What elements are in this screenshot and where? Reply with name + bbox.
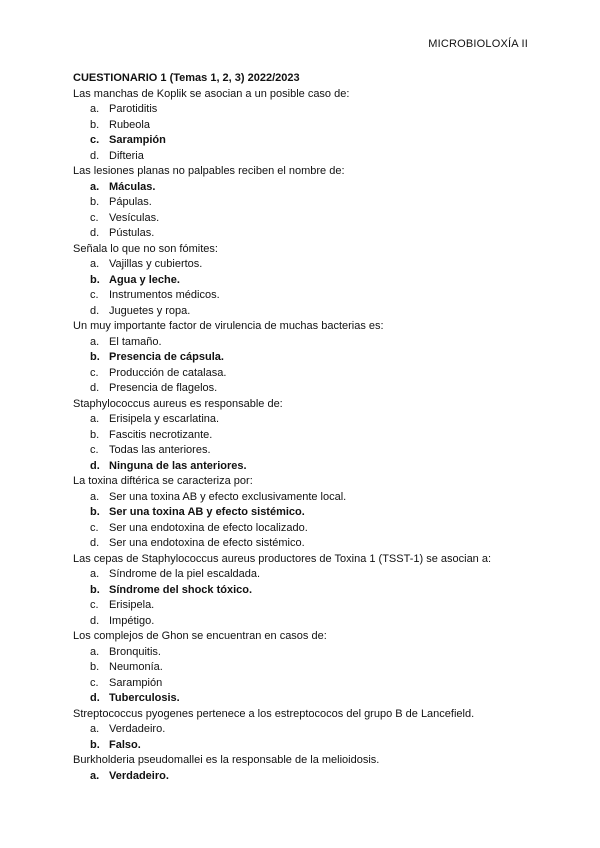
question-text: Los complejos de Ghon se encuentran en casos de: (73, 630, 327, 642)
option-text: Erisipela. (109, 599, 155, 611)
question-text: Burkholderia pseudomallei es la responsable de la melioidosis. (73, 754, 380, 766)
question-text: Un muy importante factor de virulencia de muchas bacterias es: (73, 320, 384, 332)
answer-option (73, 412, 543, 428)
option-letter: c. (90, 521, 99, 534)
answer-option-correct (73, 180, 543, 196)
option-text: Parotiditis (109, 103, 158, 115)
option-letter: a. (90, 103, 100, 115)
option-letter: b. (90, 583, 100, 596)
answer-option (73, 102, 543, 118)
option-text: Síndrome del shock tóxico. (109, 583, 253, 596)
option-letter: a. (90, 723, 100, 735)
option-text: Producción de catalasa. (109, 366, 227, 379)
answer-option-correct (73, 505, 543, 521)
option-letter: a. (90, 413, 100, 425)
answer-option (73, 614, 543, 630)
option-text: Ninguna de las anteriores. (109, 459, 247, 472)
answer-option (73, 149, 543, 165)
question-text: Las lesiones planas no palpables reciben el nombre de: (73, 165, 345, 177)
option-text: Falso. (109, 738, 141, 751)
option-text: Verdadeiro. (109, 769, 169, 782)
option-letter: d. (90, 459, 100, 472)
option-text: Verdadeiro. (109, 723, 166, 735)
option-letter: c. (90, 366, 99, 379)
question-text: Streptococcus pyogenes pertenece a los estreptococos del grupo B de Lancefield. (73, 707, 475, 720)
option-letter: d. (90, 537, 100, 549)
option-letter: c. (90, 134, 100, 146)
answer-option (73, 428, 543, 444)
answer-option (73, 118, 543, 134)
answer-option (73, 195, 543, 211)
option-letter: d. (90, 227, 100, 239)
question-text: Señala lo que no son fómites: (73, 242, 218, 255)
option-letter: b. (90, 506, 100, 518)
answer-option-correct (73, 273, 543, 289)
answer-option-correct (73, 583, 543, 599)
question-text: Las cepas de Staphylococcus aureus productores de Toxina 1 (TSST-1) se asocian a: (73, 552, 492, 565)
option-letter: a. (90, 568, 100, 580)
option-text: Síndrome de la piel escaldada. (109, 568, 261, 580)
option-text: Neumonía. (109, 661, 163, 673)
option-letter: b. (90, 428, 100, 441)
option-text: Agua y leche. (109, 273, 180, 286)
question-text: Las manchas de Koplik se asocian a un posible caso de: (73, 87, 350, 100)
option-letter: b. (90, 738, 100, 751)
option-letter: b. (90, 196, 100, 208)
option-text: Máculas. (109, 180, 156, 193)
question-text: Staphylococcus aureus es responsable de: (73, 397, 283, 410)
option-letter: a. (90, 258, 100, 270)
answer-option (73, 676, 543, 692)
option-letter: d. (90, 149, 100, 162)
answer-option (73, 521, 543, 537)
page-header: MICROBIOLOXÍA II (428, 38, 528, 50)
answer-option (73, 257, 543, 273)
answer-option (73, 660, 543, 676)
answer-option-correct (73, 459, 543, 475)
option-letter: c. (90, 211, 99, 224)
option-text: Instrumentos médicos. (109, 289, 220, 301)
answer-option (73, 490, 543, 506)
option-text: Ser una endotoxina de efecto sistémico. (109, 537, 305, 549)
option-letter: c. (90, 289, 99, 301)
answer-option (73, 443, 543, 459)
option-text: Ser una toxina AB y efecto exclusivamente local. (109, 490, 347, 503)
question-list (73, 87, 543, 785)
option-letter: b. (90, 273, 100, 286)
option-text: Difteria (109, 149, 144, 162)
option-text: Impétigo. (109, 614, 155, 627)
option-text: Vajillas y cubiertos. (109, 258, 203, 270)
option-text: Presencia de cápsula. (109, 351, 224, 363)
option-text: Rubeola (109, 118, 150, 131)
option-letter: a. (90, 180, 100, 193)
option-letter: d. (90, 304, 100, 317)
option-letter: c. (90, 599, 99, 611)
answer-option (73, 381, 543, 397)
questionnaire-title: CUESTIONARIO 1 (Temas 1, 2, 3) 2022/2023 (73, 72, 300, 84)
option-letter: a. (90, 490, 100, 503)
option-text: Ser una toxina AB y efecto sistémico. (109, 506, 305, 518)
answer-option-correct (73, 350, 543, 366)
answer-option (73, 567, 543, 583)
option-letter: c. (90, 444, 99, 456)
option-letter: a. (90, 645, 100, 658)
option-text: Sarampión (109, 134, 166, 146)
option-text: Erisipela y escarlatina. (109, 413, 220, 425)
option-text: Presencia de flagelos. (109, 382, 218, 394)
answer-option (73, 366, 543, 382)
option-text: Pápulas. (109, 196, 152, 208)
option-letter: d. (90, 614, 100, 627)
answer-option (73, 335, 543, 351)
answer-option (73, 226, 543, 242)
option-letter: c. (90, 676, 99, 689)
answer-option-correct (73, 133, 543, 149)
option-letter: b. (90, 118, 100, 131)
answer-option (73, 211, 543, 227)
answer-option (73, 288, 543, 304)
answer-option-correct (73, 738, 543, 754)
answer-option (73, 536, 543, 552)
answer-option-correct (73, 769, 543, 785)
option-letter: b. (90, 661, 100, 673)
option-text: Bronquitis. (109, 645, 161, 658)
option-text: Tuberculosis. (109, 692, 180, 704)
question-text: La toxina diftérica se caracteriza por: (73, 475, 253, 487)
option-text: Juguetes y ropa. (109, 304, 191, 317)
option-letter: b. (90, 351, 100, 363)
answer-option (73, 645, 543, 661)
option-text: Pústulas. (109, 227, 155, 239)
answer-option (73, 304, 543, 320)
answer-option-correct (73, 691, 543, 707)
option-text: Ser una endotoxina de efecto localizado. (109, 521, 308, 534)
option-text: Sarampión (109, 676, 163, 689)
questionnaire (73, 71, 543, 784)
option-letter: d. (90, 382, 100, 394)
option-text: El tamaño. (109, 335, 162, 348)
option-text: Fascitis necrotizante. (109, 428, 213, 441)
option-text: Vesículas. (109, 211, 160, 224)
option-text: Todas las anteriores. (109, 444, 211, 456)
answer-option (73, 722, 543, 738)
option-letter: d. (90, 692, 100, 704)
option-letter: a. (90, 769, 100, 782)
answer-option (73, 598, 543, 614)
option-letter: a. (90, 335, 100, 348)
